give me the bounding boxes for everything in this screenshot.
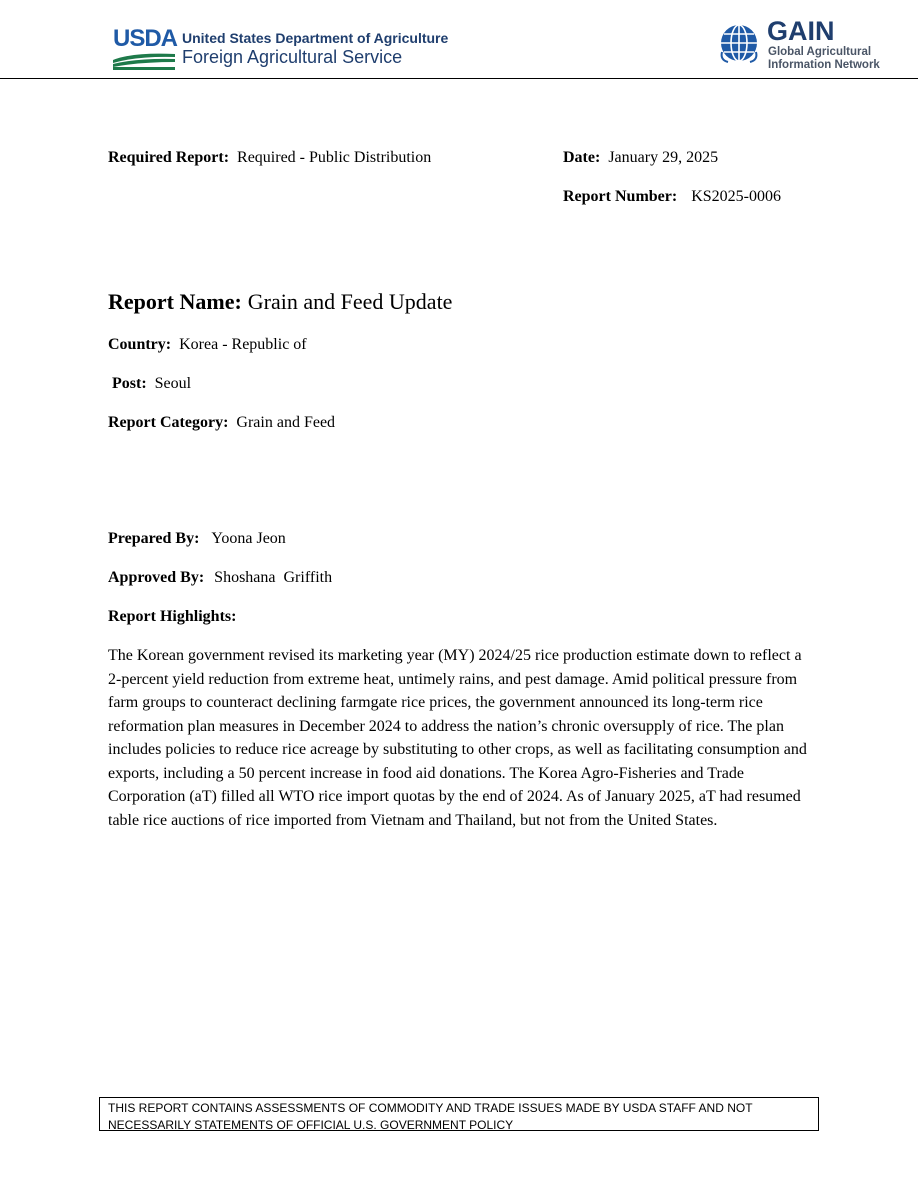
post-value: Seoul	[154, 375, 192, 392]
report-number-value: KS2025-0006	[691, 188, 781, 205]
approved-by-label: Approved By:	[108, 569, 205, 586]
prepared-by-field	[108, 529, 286, 549]
date-label: Date:	[563, 149, 601, 166]
agency-name: Foreign Agricultural Service	[182, 47, 403, 67]
department-name: United States Department of Agriculture	[182, 30, 449, 46]
country-field	[108, 335, 307, 355]
report-category-value: Grain and Feed	[236, 414, 336, 431]
post-field	[112, 374, 191, 394]
approved-by-value: Shoshana Griffith	[214, 569, 333, 586]
required-report-field	[108, 148, 431, 168]
header-divider	[0, 78, 918, 79]
report-number-label: Report Number:	[563, 188, 678, 205]
report-highlights-label: Report Highlights:	[108, 608, 237, 625]
usda-logo	[113, 25, 178, 72]
disclaimer-box: THIS REPORT CONTAINS ASSESSMENTS OF COMMODITY AND TRADE ISSUES MADE BY USDA STAFF AND NOT NECESSARILY STATEMENTS OF OFFICIAL U.S. GOVERNMENT POLICY	[99, 1097, 819, 1131]
prepared-by-label: Prepared By:	[108, 530, 200, 547]
globe-icon	[718, 22, 760, 64]
report-number-field	[563, 187, 781, 207]
post-label: Post:	[112, 375, 147, 392]
country-value: Korea - Republic of	[179, 336, 307, 353]
required-report-value: Required - Public Distribution	[237, 149, 432, 166]
report-category-label: Report Category:	[108, 414, 229, 431]
report-highlights-text: The Korean government revised its marketing year (MY) 2024/25 rice production estimate down to reflect a 2-percent yield reduction from extreme heat, untimely rains, and pest damage. Amid political pressure from farm groups to counteract declining farmgate rice prices, the government announced its long-term rice reformation plan measures in December 2024 to address the nation’s chronic oversupply of rice. The plan includes policies to reduce rice acreage by substituting to other crops, as well as facilitating consumption and exports, including a 50 percent increase in food aid donations. The Korea Agro-Fisheries and Trade Corporation (aT) filled all WTO rice import quotas by the end of 2024. As of January 2025, aT had resumed table rice auctions of rice imported from Vietnam and Thailand, but not from the United States.	[108, 647, 807, 829]
usda-logo-text: USDA	[113, 25, 178, 52]
required-report-label: Required Report:	[108, 149, 230, 166]
usda-logo-graphic	[113, 52, 175, 70]
report-category-field	[108, 413, 335, 433]
report-name-label: Report Name:	[108, 289, 242, 314]
report-highlights-heading	[108, 607, 244, 627]
gain-subtitle-line2: Information Network	[768, 59, 880, 71]
gain-subtitle-line1: Global Agricultural	[768, 46, 872, 58]
country-label: Country:	[108, 336, 172, 353]
page-header	[0, 0, 918, 80]
report-name-field	[108, 289, 452, 315]
date-value: January 29, 2025	[608, 149, 719, 166]
prepared-by-value: Yoona Jeon	[211, 530, 286, 547]
gain-title: GAIN	[767, 16, 835, 46]
date-field	[563, 148, 718, 168]
report-name-value: Grain and Feed Update	[247, 289, 453, 314]
approved-by-field	[108, 568, 332, 588]
